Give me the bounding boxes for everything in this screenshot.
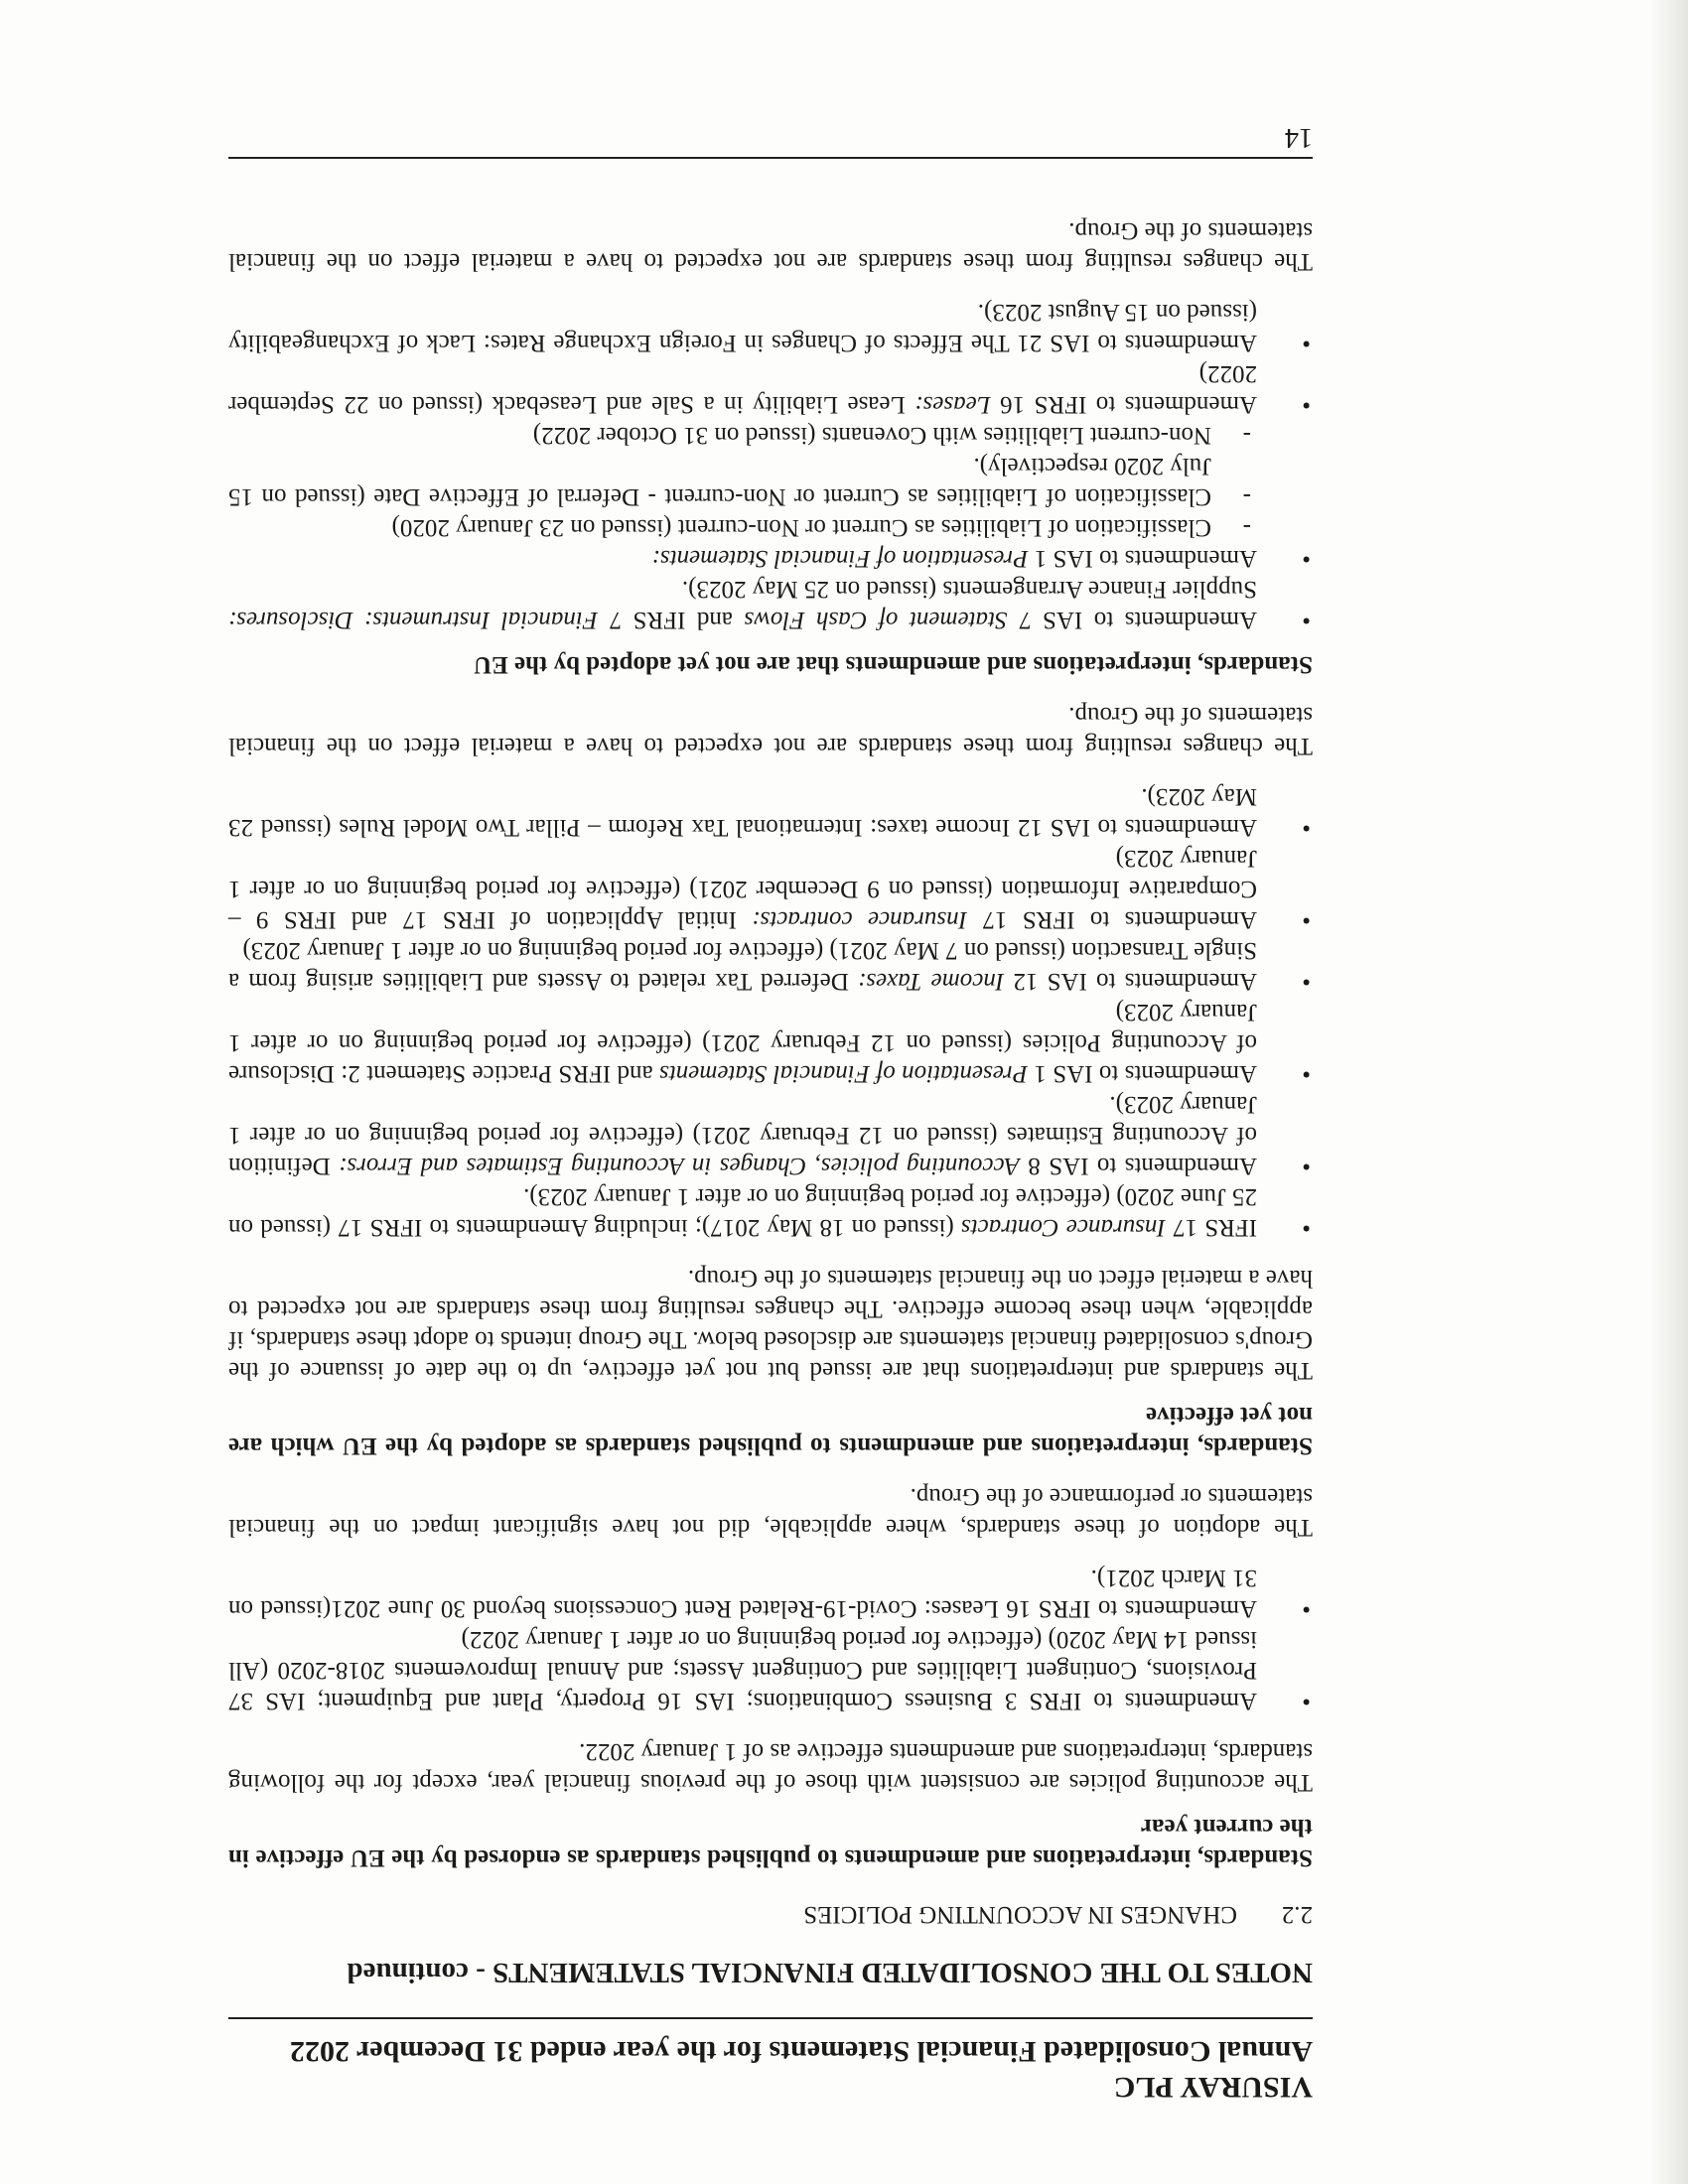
item-emphasis: Statement of Cash Flows bbox=[744, 607, 1008, 633]
item-emphasis: Insurance Contracts bbox=[960, 1214, 1166, 1241]
sub-list bbox=[228, 420, 1257, 543]
item-emphasis: Income Taxes: bbox=[858, 968, 1005, 995]
block2-intro: The standards and interpretations that are issued but not yet effective, up to the date of issuance of the Group's consolidated financial statements are disclosed below. The Group intends to adopt these standards, if applicable, when these become effective. The changes resulting from these standards are not expected to have a material effect on the financial statements of the Group. bbox=[228, 1265, 1313, 1384]
list-item bbox=[228, 574, 1313, 635]
bullet-icon: • bbox=[1302, 1153, 1311, 1179]
item-emphasis: Presentation of Financial Statements bbox=[659, 1060, 1028, 1087]
bullet-icon: • bbox=[1302, 968, 1311, 995]
list-item-text: Amendments to IFRS 3 Business Combinations; IAS 16 Property, Plant and Equipment; IAS 37 Provisions, Contingent Liabilities and Contingent Assets; and Annual Improvements 2018-2020 (All issued 14 May 2020) (effective for period beginning on or after 1 January 2022) bbox=[228, 1626, 1257, 1714]
sub-item-text: Non-current Liabilities with Covenants (issued on 31 October 2022) bbox=[532, 422, 1211, 449]
bullet-icon: • bbox=[1302, 906, 1311, 933]
item-text: Deferred Tax related to Assets and Liabilities arising from a Single Transaction (issued on 7 May 2021) (effective for period beginning on or after 1 January 2023) bbox=[227, 937, 1257, 995]
item-text: and IFRS 7 bbox=[598, 607, 745, 633]
list-item bbox=[228, 997, 1313, 1089]
bullet-icon: • bbox=[1302, 1595, 1311, 1622]
bullet-icon: • bbox=[1302, 1688, 1311, 1714]
item-emphasis: Insurance contracts: bbox=[752, 906, 967, 933]
item-text: Amendments to IAS 12 bbox=[1004, 968, 1257, 995]
item-emphasis: Leases: bbox=[914, 391, 991, 418]
sub-list-item bbox=[228, 420, 1257, 451]
block2-heading: Standards, interpretations and amendments to published standards as adopted by the EU which are not yet effective bbox=[228, 1402, 1313, 1459]
section-title: CHANGES IN ACCOUNTING POLICIES bbox=[803, 1901, 1237, 1928]
notes-title: NOTES TO THE CONSOLIDATED FINANCIAL STATEMENTS - continued bbox=[347, 1957, 1313, 1988]
item-text: Amendments to IAS 21 The Effects of Changes in Foreign Exchange Rates: Lack of Exchangeability (issued on 15 August 2023). bbox=[228, 299, 1257, 356]
sub-item-text: Classification of Liabilities as Current or Non-current (issued on 23 January 2020) bbox=[391, 514, 1211, 541]
block1-heading: Standards, interpretations and amendments to published standards as endorsed by the EU effective in the current year bbox=[228, 1814, 1313, 1871]
item-text: Amendments to IAS 1 bbox=[1028, 545, 1257, 572]
list-item bbox=[228, 1563, 1313, 1624]
footer-rule bbox=[228, 157, 1313, 159]
item-text: Definition of Accounting Estimates (issued on 12 February 2021) (effective for period beginning on or after 1 January 2023). bbox=[227, 1091, 1257, 1179]
bullet-icon: • bbox=[1302, 1060, 1311, 1087]
dash-icon: - bbox=[1242, 514, 1251, 541]
item-emphasis: Accounting policies, Changes in Accounting Estimates and Errors: bbox=[339, 1153, 1020, 1179]
bullet-icon: • bbox=[1302, 330, 1311, 356]
header-rule bbox=[228, 2017, 1313, 2019]
list-item bbox=[228, 297, 1313, 358]
bullet-icon: • bbox=[1302, 814, 1311, 841]
block2-closing: The changes resulting from these standards are not expected to have a material effect on the financial statements of the Group. bbox=[228, 702, 1313, 759]
sub-item-text: Classification of Liabilities as Current or Non-current - Deferral of Effective Date (issued on 15 July 2020 respectively). bbox=[228, 453, 1211, 510]
section-heading bbox=[228, 1899, 1313, 1930]
item-text: Lease Liability in a Sale and Leaseback (issued on 22 September 2022) bbox=[228, 360, 1257, 418]
page-content bbox=[228, 196, 1313, 2105]
list-item bbox=[228, 935, 1313, 997]
dash-icon: - bbox=[1242, 422, 1251, 449]
item-text: Amendments to IAS 8 bbox=[1019, 1153, 1257, 1179]
block3-closing: The changes resulting from these standards are not expected to have a material effect on the financial statements of the Group. bbox=[228, 217, 1313, 275]
section-number: 2.2 bbox=[1281, 1901, 1313, 1928]
page-footer bbox=[228, 121, 1313, 159]
block1-intro: The accounting policies are consistent with those of the previous financial year, except for the following standards, interpretations and amendments effective as of 1 January 2022. bbox=[228, 1738, 1313, 1796]
item-emphasis: Financial Instruments: Disclosures: bbox=[228, 607, 599, 633]
list-item bbox=[228, 358, 1313, 420]
report-title: Annual Consolidated Financial Statements for the year ended 31 December 2022 bbox=[290, 2035, 1313, 2068]
block1-closing: The adoption of these standards, where applicable, did not have significant impact on the financial statements or performance of the Group. bbox=[228, 1483, 1313, 1541]
block2-list bbox=[228, 781, 1313, 1243]
item-text: (issued on 18 May 2017); including Amendments to IFRS 17 (issued on 25 June 2020) (effective for period beginning on or after 1 January 2023). bbox=[228, 1183, 1257, 1241]
page-number: 14 bbox=[1285, 122, 1313, 153]
list-item bbox=[228, 843, 1313, 935]
list-item bbox=[228, 1089, 1313, 1181]
list-item bbox=[228, 1181, 1313, 1243]
sub-list-item bbox=[228, 451, 1257, 512]
list-item bbox=[228, 1624, 1313, 1716]
item-text: IFRS 17 bbox=[1165, 1214, 1257, 1241]
list-item bbox=[228, 420, 1313, 574]
block1-list bbox=[228, 1563, 1313, 1716]
sub-list-item bbox=[228, 512, 1257, 543]
list-item bbox=[228, 781, 1313, 843]
item-text: Amendments to IAS 1 bbox=[1027, 1060, 1257, 1087]
bullet-icon: • bbox=[1302, 1214, 1311, 1241]
bullet-icon: • bbox=[1302, 545, 1311, 572]
bullet-icon: • bbox=[1302, 391, 1311, 418]
item-text: Amendments to IAS 7 bbox=[1007, 607, 1257, 633]
item-text: Supplier Finance Arrangements (issued on 25 May 2023). bbox=[681, 576, 1257, 603]
item-text: Amendments to IAS 12 Income taxes: International Tax Reform – Pillar Two Model Rules (issued 23 May 2023). bbox=[228, 783, 1257, 841]
scan-edge-shadow bbox=[1648, 0, 1688, 2184]
item-text: and IFRS Practice Statement 2: Disclosure of Accounting Policies (issued on 12 February 2021) (effective for period beginning on or after 1 January 2023) bbox=[228, 999, 1257, 1087]
dash-icon: - bbox=[1242, 483, 1251, 510]
company-name: VISURAY PLC bbox=[1113, 2071, 1313, 2104]
bullet-icon: • bbox=[1302, 607, 1311, 633]
item-text: Initial Application of IFRS 17 and IFRS 9 – Comparative Information (issued on 9 December 2021) (effective for period beginning on or after 1 January 2023) bbox=[228, 845, 1257, 933]
block3-heading: Standards, interpretations and amendments that are not yet adopted by the EU bbox=[474, 651, 1313, 678]
list-item-text: Amendments to IFRS 16 Leases: Covid-19-Related Rent Concessions beyond 30 June 2021(issued on 31 March 2021). bbox=[228, 1565, 1257, 1622]
item-text: Amendments to IFRS 17 bbox=[966, 906, 1257, 933]
item-emphasis: Presentation of Financial Statements: bbox=[651, 545, 1029, 572]
block3-list bbox=[228, 297, 1313, 635]
item-text: Amendments to IFRS 16 bbox=[990, 391, 1257, 418]
